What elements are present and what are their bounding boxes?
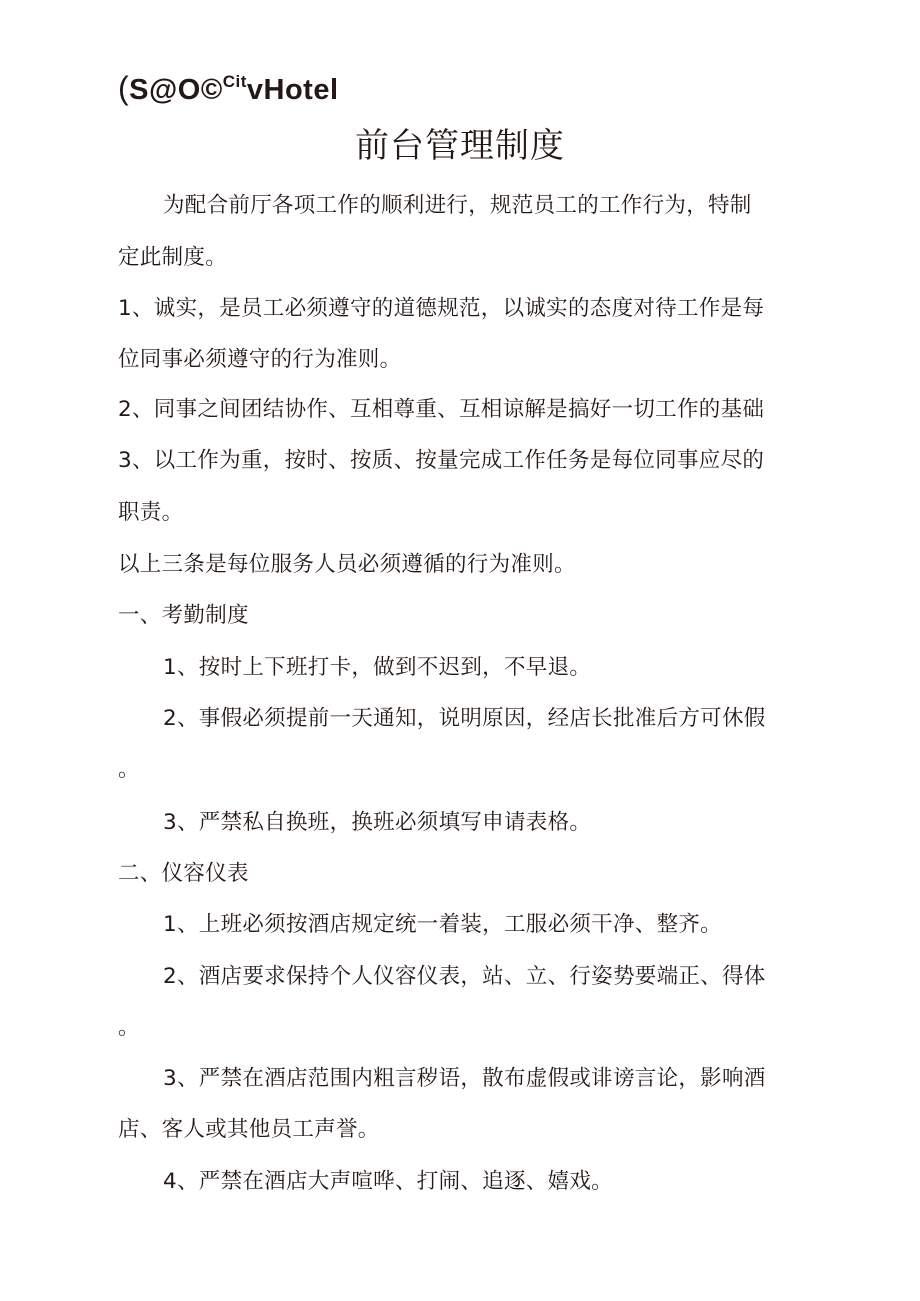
- paragraph-line: 2、同事之间团结协作、互相尊重、互相谅解是搞好一切工作的基础: [118, 397, 765, 422]
- paragraph-line: 为配合前厅各项工作的顺利进行，规范员工的工作行为，特制: [163, 193, 752, 218]
- logo-suffix: vHotel: [246, 74, 339, 106]
- paragraph-line: 1、上班必须按酒店规定统一着装，工服必须干净、整齐。: [163, 912, 722, 937]
- paragraph-line: 定此制度。: [118, 245, 228, 270]
- paragraph-line: 。: [118, 1015, 140, 1040]
- logo-sup: Cit: [222, 72, 247, 91]
- paragraph-line: 位同事必须遵守的行为准则。: [118, 347, 402, 372]
- paragraph-line: 一、考勤制度: [118, 603, 249, 628]
- hotel-logo: [118, 70, 339, 107]
- paragraph-line: 2、事假必须提前一天通知，说明原因，经店长批准后方可休假: [163, 706, 766, 731]
- paragraph-line: 3、严禁私自换班，换班必须填写申请表格。: [163, 810, 592, 835]
- paragraph-line: 4、严禁在酒店大声喧哗、打闹、追逐、嬉戏。: [163, 1169, 613, 1194]
- paragraph-line: 职责。: [118, 500, 184, 525]
- paragraph-line: 。: [118, 757, 140, 782]
- paragraph-line: 2、酒店要求保持个人仪容仪表，站、立、行姿势要端正、得体: [163, 964, 766, 989]
- paragraph-line: 二、仪容仪表: [118, 861, 249, 886]
- paragraph-line: 店、客人或其他员工声誉。: [118, 1117, 380, 1142]
- paragraph-line: 3、严禁在酒店范围内粗言秽语，散布虚假或诽谤言论，影响酒: [163, 1066, 766, 1091]
- paragraph-line: 以上三条是每位服务人员必须遵循的行为准则。: [118, 552, 576, 577]
- paragraph-line: 3、以工作为重，按时、按质、按量完成工作任务是每位同事应尽的: [118, 448, 765, 473]
- paragraph-line: 1、按时上下班打卡，做到不迟到，不早退。: [163, 655, 592, 680]
- paragraph-line: 1、诚实，是员工必须遵守的道德规范，以诚实的态度对待工作是每: [118, 296, 765, 321]
- logo-main: S@O©: [129, 74, 223, 106]
- document-title: 前台管理制度: [355, 126, 565, 166]
- logo-paren: (: [118, 70, 130, 106]
